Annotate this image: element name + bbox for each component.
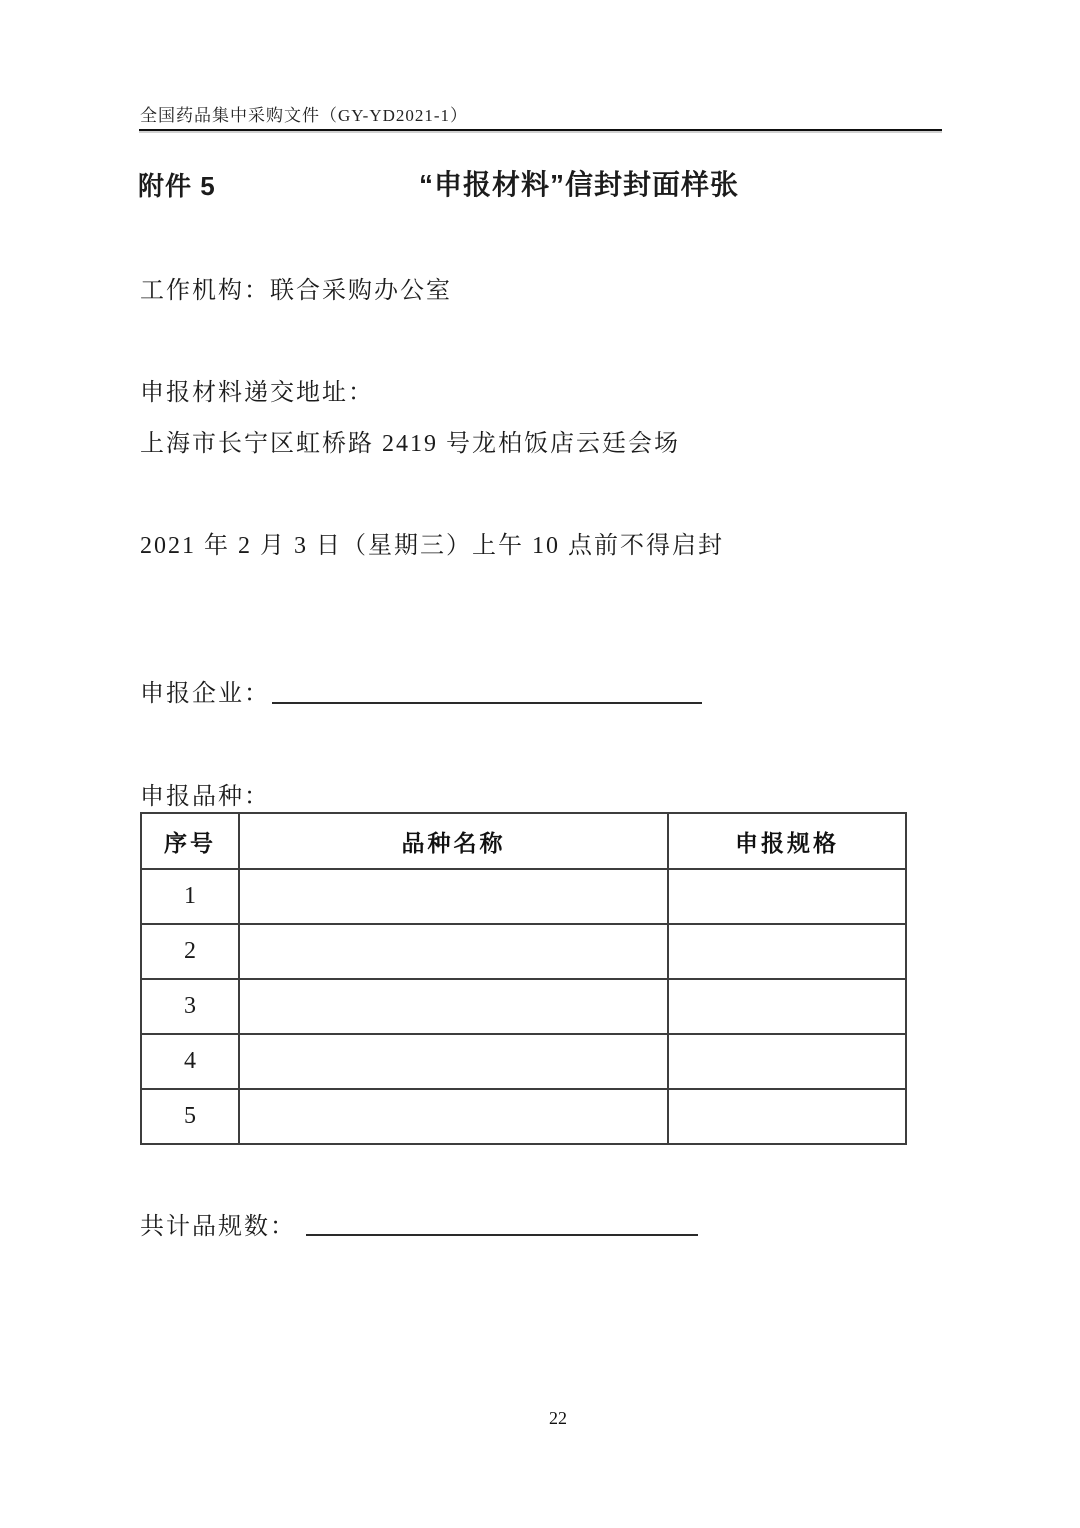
table-header-row: [141, 813, 906, 869]
declared-spec-cell: [668, 924, 906, 979]
serial-number-cell: 2: [141, 924, 239, 979]
variety-name-cell: [239, 979, 668, 1034]
column-header-serial-number: 序号: [141, 813, 239, 869]
total-spec-count-label: 共计品规数：: [140, 1214, 296, 1240]
page-title: “申报材料”信封封面样张: [419, 169, 740, 200]
serial-number-cell: 3: [141, 979, 239, 1034]
column-header-declared-spec: 申报规格: [668, 813, 906, 869]
work-organization-line: 工作机构：联合采购办公室: [140, 278, 452, 304]
serial-number-cell: 1: [141, 869, 239, 924]
header-divider-rule: [139, 129, 942, 131]
variety-name-cell: [239, 1089, 668, 1144]
page-number: 22: [549, 1408, 567, 1428]
declared-spec-cell: [668, 869, 906, 924]
declared-varieties-label: 申报品种：: [140, 784, 270, 810]
total-spec-count-blank-line: [306, 1234, 698, 1236]
serial-number-cell: 4: [141, 1034, 239, 1089]
table-row: [141, 1034, 906, 1089]
document-reference-header: 全国药品集中采购文件（GY-YD2021-1）: [140, 106, 469, 125]
variety-name-cell: [239, 924, 668, 979]
table-row: [141, 869, 906, 924]
open-time-notice: 2021 年 2 月 3 日（星期三）上午 10 点前不得启封: [140, 533, 724, 559]
variety-name-cell: [239, 869, 668, 924]
column-header-variety-name: 品种名称: [239, 813, 668, 869]
attachment-number-label: 附件 5: [138, 171, 216, 201]
declared-spec-cell: [668, 979, 906, 1034]
table-row: [141, 924, 906, 979]
table-row: [141, 1089, 906, 1144]
submission-address-value: 上海市长宁区虹桥路 2419 号龙柏饭店云廷会场: [140, 431, 680, 457]
declared-varieties-table: [140, 812, 907, 1145]
table-row: [141, 979, 906, 1034]
applicant-company-label: 申报企业：: [140, 681, 270, 707]
declared-spec-cell: [668, 1089, 906, 1144]
submission-address-label: 申报材料递交地址：: [140, 380, 374, 406]
variety-name-cell: [239, 1034, 668, 1089]
applicant-company-blank-line: [272, 702, 702, 704]
serial-number-cell: 5: [141, 1089, 239, 1144]
declared-spec-cell: [668, 1034, 906, 1089]
